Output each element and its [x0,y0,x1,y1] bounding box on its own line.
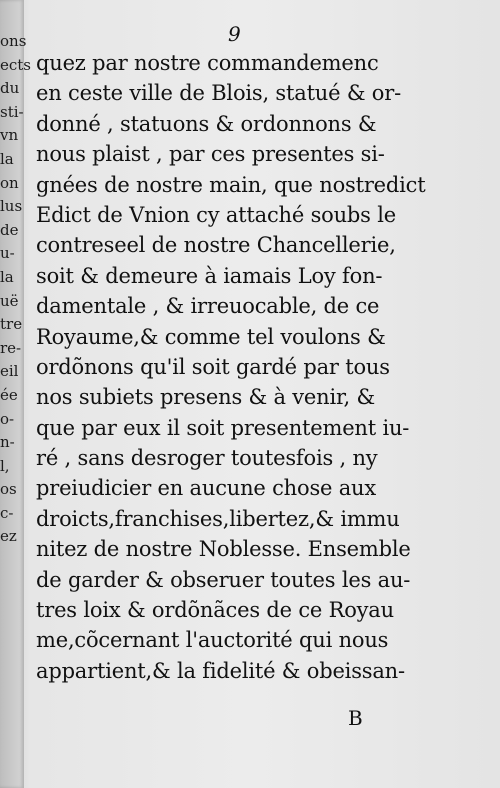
margin-fragment: n- [0,433,15,452]
margin-fragment: du [0,79,20,98]
text-line: soit & demeure à iamais Loy fon- [36,263,383,288]
margin-fragment: la [0,267,14,286]
text-line: tres loix & ordõnãces de ce Royau [36,598,394,623]
margin-fragment: vn [0,126,19,145]
text-line: donné , statuons & ordonnons & [36,111,377,136]
margin-fragment: o- [0,409,15,428]
signature-mark: B [348,706,363,730]
text-line: contreseel de nostre Chancellerie, [36,233,396,258]
margin-fragment: la [0,149,14,168]
page-number: 9 [228,22,241,46]
margin-fragment: ects [0,55,32,74]
margin-fragment: ez [0,527,17,546]
margin-fragment: u- [0,244,15,263]
text-line: nitez de nostre Noblesse. Ensemble [36,537,411,562]
text-line: Royaume,& comme tel voulons & [36,324,386,349]
text-line: ordõnons qu'il soit gardé par tous [36,354,390,379]
margin-fragment: ons [0,32,27,50]
margin-fragment: on [0,173,19,192]
text-line: appartient,& la fidelité & obeissan- [36,658,405,683]
margin-fragment: sti- [0,102,24,121]
text-line: droicts,franchises,libertez,& immu [36,506,400,531]
text-line: nous plaist , par ces presentes si- [36,142,385,167]
body-text [36,48,432,686]
margin-fragment: uë [0,291,19,310]
left-margin-bleed-text [0,30,32,549]
text-line: damentale , & irreuocable, de ce [36,294,380,319]
text-line: quez par nostre commandemenc [36,51,379,75]
text-line: que par eux il soit presentement iu- [36,415,410,440]
margin-fragment: ée [0,385,18,404]
margin-fragment: os [0,480,17,499]
text-line: preiudicier en aucune chose aux [36,476,377,501]
margin-fragment: c- [0,503,14,522]
margin-fragment: lus [0,197,23,216]
margin-fragment: l, [0,456,10,475]
margin-fragment: tre [0,315,23,334]
margin-fragment: de [0,220,19,239]
text-line: ré , sans desroger toutesfois , ny [36,446,378,471]
text-line: de garder & obseruer toutes les au- [36,567,411,592]
text-line: nos subiets presens & à venir, & [36,385,375,410]
margin-fragment: re- [0,338,22,357]
margin-fragment: eil [0,362,19,381]
text-line: gnées de nostre main, que nostredict [36,172,426,197]
text-line: en ceste ville de Blois, statué & or- [36,81,401,106]
text-line: me,cõcernant l'auctorité qui nous [36,628,389,653]
text-line: Edict de Vnion cy attaché soubs le [36,202,396,227]
